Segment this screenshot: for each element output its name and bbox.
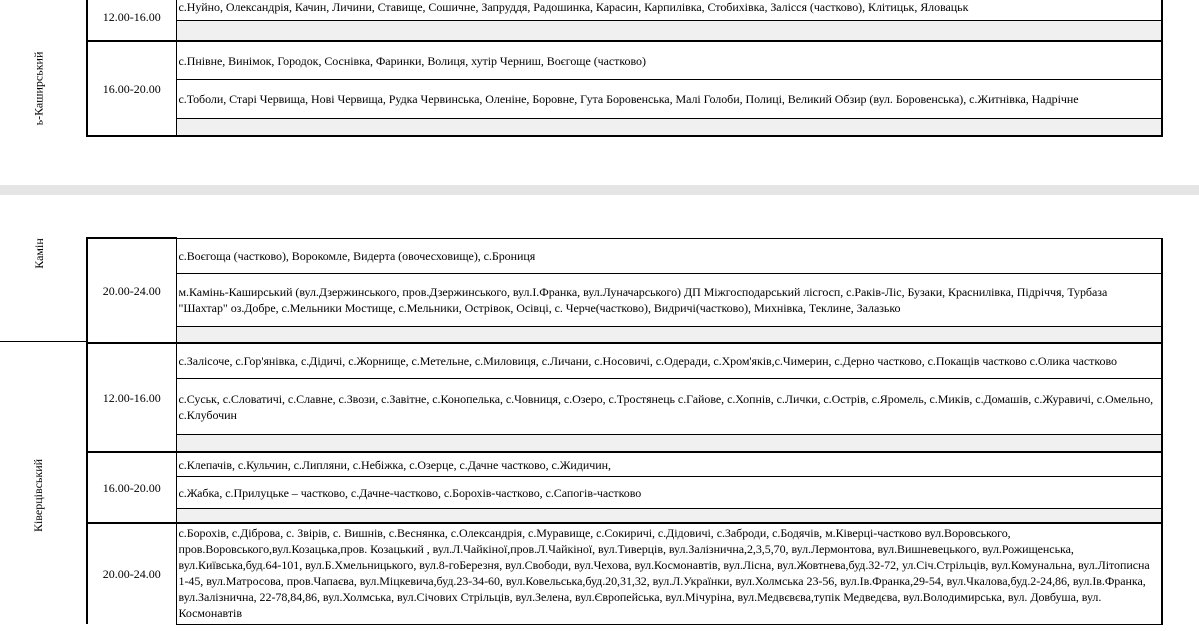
table-row bbox=[87, 343, 1162, 379]
table-row-blank bbox=[87, 509, 1162, 523]
village-list: с.Залісоче, с.Гор'янівка, с.Дідичі, с.Жорнище, с.Метельне, с.Миловиця, с.Личани, с.Носовичі, с.Одеради, с.Хром'яків,с.Чимерин, с.Дерно частково, с.Покащів частково с.Олика частково bbox=[176, 343, 1162, 379]
blank-cell bbox=[176, 118, 1162, 136]
table-row bbox=[87, 523, 1162, 624]
village-list: с.Суськ, с.Словатичі, с.Славне, с.Звози, с.Завітне, с.Конопелька, с.Човниця, с.Озеро, с.Тростянець с.Гайове, с.Хопнів, с.Лички, с.Острів, с.Яромель, с.Миків, с.Домашів, с.Журавичі, с.Омельно, с.Клубочин bbox=[176, 379, 1162, 435]
blank-cell bbox=[176, 509, 1162, 523]
blank-cell bbox=[176, 327, 1162, 343]
village-list: с.Воєгоща (частково), Ворокомле, Видерта (овочесховище), с.Брониця bbox=[176, 238, 1162, 274]
table-row bbox=[87, 80, 1162, 118]
village-list: с.Пнівне, Винімок, Городок, Соснівка, Фаринки, Волиця, хутір Черниш, Воєгоще (частково) bbox=[176, 41, 1162, 80]
time-slot: 12.00-16.00 bbox=[87, 343, 176, 452]
district-label-kamin bbox=[26, 238, 52, 268]
blank-cell bbox=[176, 21, 1162, 41]
village-list: с.Клепачів, с.Кульчин, с.Липляни, с.Небіжка, с.Озерце, с.Дачне частково, с.Жидичин, bbox=[176, 452, 1162, 477]
district-label-text: Ківерцівський bbox=[31, 458, 46, 532]
page-1 bbox=[0, 0, 1199, 185]
time-slot: 12.00-16.00 bbox=[87, 0, 176, 41]
table-row bbox=[87, 238, 1162, 274]
village-list: м.Камінь-Каширський (вул.Дзержинського, пров.Дзержинського, вул.І.Франка, вул.Луначарського) ДП Міжгосподарський лісгосп, с.Раків-Ліс, Бузаки, Краснилівка, Підріччя, Турбаза "Шахтар" оз.Добре, с.Мельники Мостище, с.Мельники, Острівок, Осівці, с. Черче(частково), Видричі(частково), Михнівка, Теклине, Залазько bbox=[176, 274, 1162, 327]
table-row-blank bbox=[87, 327, 1162, 343]
time-slot: 20.00-24.00 bbox=[87, 523, 176, 624]
district-label-kivertsivskyi bbox=[26, 375, 52, 615]
district-label-text: Камін bbox=[31, 237, 46, 269]
district-divider bbox=[0, 341, 86, 342]
table-row bbox=[87, 274, 1162, 327]
table-row-blank bbox=[87, 21, 1162, 41]
page-2 bbox=[0, 195, 1199, 631]
district-label-kamin-kashyrskyi bbox=[26, 40, 52, 136]
time-slot: 16.00-20.00 bbox=[87, 452, 176, 523]
table-row bbox=[87, 379, 1162, 435]
blank-cell bbox=[176, 434, 1162, 452]
village-list: с.Нуйно, Олександрія, Качин, Личини, Ставище, Сошичне, Запруддя, Радошинка, Карасин, Карпилівка, Стобихівка, Залісся (частково), Клітицьк, Яловацьк bbox=[176, 0, 1162, 21]
schedule-table-page-2 bbox=[86, 237, 1163, 625]
table-row bbox=[87, 0, 1162, 21]
schedule-table-page-1 bbox=[86, 0, 1163, 137]
table-row bbox=[87, 452, 1162, 477]
time-slot: 16.00-20.00 bbox=[87, 41, 176, 136]
table-row bbox=[87, 41, 1162, 80]
district-label-text: ь-Каширський bbox=[31, 51, 46, 125]
table-row-blank bbox=[87, 118, 1162, 136]
table-row-blank bbox=[87, 434, 1162, 452]
village-list: с.Борохів, с.Діброва, с. Звірів, с. Вишнів, с.Веснянка, с.Олександрія, с.Муравище, с.Сокиричі, с.Дідовичі, с.Заброди, с.Бодячів, м.Ківерці-частково вул.Воровського, пров.Воровського,вул.Козацька,пров. Козацький , вул.Л.Чайкіної,пров.Л.Чайкіної, вул.Тиверців, вул.Залізнична,2,3,5,70, вул.Лермонтова, вул.Вишневецького, вул.Рожищенська, вул.Київська,буд.64-101, вул.Б.Хмельницького, вул.8-гоБерезня, вул.Свободи, вул.Чехова, вул.Космонавтів, вул.Лісна, вул.Жовтнева,буд.32-72, ул.Січ.Стрільців, вул.Комунальна, вул.Літописна 1-45, вул.Матросова, пров.Чапаєва, вул.Міцкевича,буд.23-34-60, вул.Ковельська,буд.20,31,32, вул.Л.Українки, вул.Холмська 23-56, вул.Ів.Франка,29-54, вул.Чкалова,буд.2-24,86, вул.Ів.Франка, вул.Залізнична, 22-78,84,86, вул.Холмська, вул.Січових Стрільців, вул.Зелена, вул.Європейська, вул.Мічуріна, вул.Медвєвєва,тупік Медведєва, вул.Володимирська, вул. Довбуша, вул. Космонавтів bbox=[176, 523, 1162, 624]
page-gap bbox=[0, 185, 1199, 195]
table-row bbox=[87, 477, 1162, 509]
village-list: с.Тоболи, Старі Червища, Нові Червища, Рудка Червинська, Оленіне, Боровне, Гута Боровенська, Малі Голоби, Полиці, Великий Обзир (вул. Боровенська), с.Житнівка, Надрічне bbox=[176, 80, 1162, 118]
time-slot: 20.00-24.00 bbox=[87, 238, 176, 343]
village-list: с.Жабка, с.Прилуцьке – частково, с.Дачне-частково, с.Борохів-частково, с.Сапогів-частково bbox=[176, 477, 1162, 509]
